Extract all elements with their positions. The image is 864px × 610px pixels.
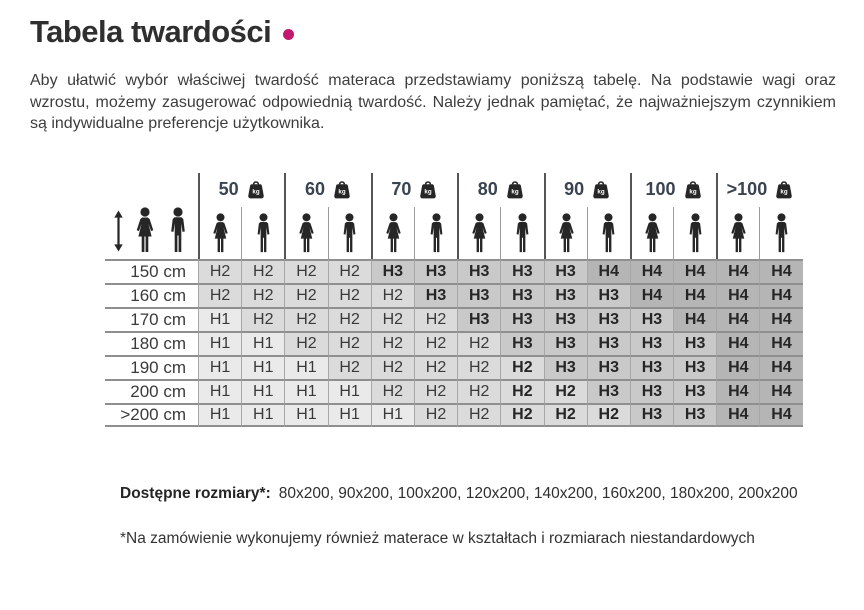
hardness-cell: H2 [371, 331, 414, 355]
hardness-cell: H2 [457, 403, 500, 427]
male-icon [339, 213, 360, 253]
hardness-cell: H2 [371, 283, 414, 307]
hardness-cell: H3 [414, 259, 457, 283]
hardness-cell: H3 [673, 379, 716, 403]
weight-value: 70 [391, 179, 412, 199]
svg-text:kg: kg [338, 187, 346, 195]
available-sizes-values: 80x200, 90x200, 100x200, 120x200, 140x200, 160x200, 180x200, 200x200 [278, 484, 798, 502]
hardness-cell: H2 [328, 331, 371, 355]
svg-text:kg: kg [252, 187, 260, 195]
hardness-cell: H3 [500, 259, 543, 283]
male-icon-cell [587, 207, 630, 259]
male-icon-cell [328, 207, 371, 259]
hardness-cell: H1 [241, 331, 284, 355]
hardness-cell: H2 [500, 379, 543, 403]
kg-weight-icon [683, 180, 703, 200]
height-label: 190 cm [105, 355, 198, 379]
hardness-cell: H3 [544, 355, 587, 379]
weight-value: 100 [645, 179, 676, 199]
page-title [30, 14, 864, 50]
male-icon-cell [673, 207, 716, 259]
hardness-cell: H3 [544, 283, 587, 307]
female-icon [641, 213, 664, 253]
weight-value: >100 [726, 179, 768, 199]
hardness-cell: H2 [328, 307, 371, 331]
weight-header [371, 173, 457, 207]
hardness-cell: H3 [457, 259, 500, 283]
hardness-cell: H2 [457, 379, 500, 403]
hardness-cell: H2 [371, 307, 414, 331]
table-corner-legend [105, 173, 198, 259]
hardness-cell: H2 [457, 355, 500, 379]
weight-header [284, 173, 370, 207]
kg-weight-icon [332, 180, 352, 200]
female-icon [132, 207, 158, 253]
hardness-cell: H4 [759, 283, 802, 307]
height-label: 180 cm [105, 331, 198, 355]
hardness-cell: H4 [716, 259, 759, 283]
intro-paragraph: Aby ułatwić wybór właściwej twardość materaca przedstawiamy poniższą tabelę. Na podstawie wagi oraz wzrostu, możemy zasugerować odpowiednią twardość. Należy jednak pamiętać, że najważniejszym czynnikiem są indywidualne preferencje użytkownika. [30, 72, 836, 132]
weight-header [457, 173, 543, 207]
female-icon [382, 213, 405, 253]
hardness-cell: H4 [673, 259, 716, 283]
male-icon-cell [241, 207, 284, 259]
weight-header [716, 173, 802, 207]
male-icon [771, 213, 792, 253]
weight-value: 50 [218, 179, 239, 199]
svg-text:kg: kg [511, 187, 519, 195]
female-icon [468, 213, 491, 253]
hardness-cell: H3 [587, 307, 630, 331]
height-label: 150 cm [105, 259, 198, 283]
hardness-cell: H1 [241, 403, 284, 427]
male-icon-cell [500, 207, 543, 259]
hardness-cell: H1 [284, 355, 327, 379]
weight-header [630, 173, 716, 207]
hardness-cell: H3 [587, 283, 630, 307]
female-icon-cell [198, 207, 241, 259]
hardness-cell: H3 [500, 331, 543, 355]
kg-weight-icon [246, 180, 266, 200]
hardness-cell: H3 [414, 283, 457, 307]
female-icon [555, 213, 578, 253]
female-icon-cell [544, 207, 587, 259]
hardness-cell: H2 [500, 403, 543, 427]
female-icon-cell [371, 207, 414, 259]
hardness-cell: H1 [284, 403, 327, 427]
hardness-cell: H2 [241, 307, 284, 331]
height-label: 170 cm [105, 307, 198, 331]
hardness-cell: H2 [198, 259, 241, 283]
female-icon-cell [284, 207, 327, 259]
hardness-cell: H2 [284, 331, 327, 355]
hardness-cell: H3 [630, 379, 673, 403]
kg-weight-icon [505, 180, 525, 200]
hardness-cell: H3 [630, 355, 673, 379]
female-icon-cell [457, 207, 500, 259]
hardness-cell: H2 [587, 403, 630, 427]
hardness-cell: H3 [630, 331, 673, 355]
hardness-cell: H2 [414, 355, 457, 379]
hardness-cell: H2 [544, 403, 587, 427]
accent-dot-icon [283, 29, 294, 40]
hardness-cell: H4 [759, 403, 802, 427]
height-label: 200 cm [105, 379, 198, 403]
hardness-cell: H4 [716, 283, 759, 307]
height-label: >200 cm [105, 403, 198, 427]
hardness-cell: H2 [371, 355, 414, 379]
hardness-cell: H1 [328, 379, 371, 403]
hardness-cell: H3 [587, 355, 630, 379]
svg-text:kg: kg [688, 187, 697, 195]
hardness-cell: H3 [544, 307, 587, 331]
hardness-cell: H3 [673, 331, 716, 355]
female-icon-cell [630, 207, 673, 259]
hardness-cell: H3 [673, 403, 716, 427]
hardness-cell: H3 [587, 331, 630, 355]
hardness-cell: H4 [716, 403, 759, 427]
female-icon [209, 213, 232, 253]
weight-value: 90 [564, 179, 585, 199]
hardness-cell: H4 [759, 331, 802, 355]
male-icon-cell [759, 207, 802, 259]
hardness-cell: H4 [716, 379, 759, 403]
hardness-cell: H1 [241, 355, 284, 379]
male-icon [685, 213, 706, 253]
hardness-cell: H2 [414, 379, 457, 403]
hardness-cell: H1 [198, 307, 241, 331]
weight-header [198, 173, 284, 207]
kg-weight-icon [774, 180, 794, 200]
hardness-cell: H2 [500, 355, 543, 379]
hardness-cell: H2 [328, 355, 371, 379]
hardness-cell: H2 [328, 259, 371, 283]
hardness-cell: H3 [630, 403, 673, 427]
hardness-cell: H2 [457, 331, 500, 355]
hardness-cell: H3 [500, 283, 543, 307]
hardness-cell: H2 [284, 259, 327, 283]
hardness-cell: H4 [759, 307, 802, 331]
hardness-cell: H3 [630, 307, 673, 331]
hardness-cell: H2 [414, 403, 457, 427]
hardness-cell: H2 [371, 379, 414, 403]
female-icon [727, 213, 750, 253]
weight-value: 80 [477, 179, 498, 199]
hardness-cell: H1 [328, 403, 371, 427]
hardness-cell: H2 [241, 283, 284, 307]
female-icon [295, 213, 318, 253]
male-icon [253, 213, 274, 253]
hardness-cell: H2 [414, 307, 457, 331]
hardness-cell: H4 [587, 259, 630, 283]
hardness-cell: H3 [544, 331, 587, 355]
hardness-cell: H4 [716, 331, 759, 355]
height-arrow-icon [113, 209, 124, 253]
hardness-cell: H3 [587, 379, 630, 403]
hardness-cell: H4 [630, 259, 673, 283]
hardness-cell: H1 [284, 379, 327, 403]
svg-text:kg: kg [424, 187, 433, 195]
hardness-cell: H3 [457, 283, 500, 307]
hardness-cell: H3 [544, 259, 587, 283]
svg-text:kg: kg [780, 187, 788, 195]
hardness-cell: H4 [759, 259, 802, 283]
hardness-cell: H4 [716, 307, 759, 331]
hardness-cell: H1 [241, 379, 284, 403]
hardness-table [105, 173, 864, 427]
hardness-cell: H2 [241, 259, 284, 283]
male-icon [166, 207, 190, 253]
weight-header [544, 173, 630, 207]
page-title-text: Tabela twardości [30, 14, 272, 49]
hardness-cell: H2 [544, 379, 587, 403]
kg-weight-icon [418, 180, 438, 200]
hardness-cell: H1 [198, 355, 241, 379]
hardness-cell: H3 [457, 307, 500, 331]
hardness-cell: H4 [630, 283, 673, 307]
weight-value: 60 [305, 179, 326, 199]
hardness-cell: H3 [673, 355, 716, 379]
hardness-cell: H4 [716, 355, 759, 379]
available-sizes-line [120, 485, 864, 503]
available-sizes-label: Dostępne rozmiary*: [120, 484, 271, 502]
hardness-cell: H2 [284, 307, 327, 331]
hardness-cell: H4 [673, 307, 716, 331]
hardness-cell: H2 [328, 283, 371, 307]
hardness-cell: H4 [759, 379, 802, 403]
hardness-cell: H2 [284, 283, 327, 307]
svg-text:kg: kg [597, 187, 605, 195]
male-icon [426, 213, 447, 253]
hardness-cell: H4 [759, 355, 802, 379]
female-icon-cell [716, 207, 759, 259]
male-icon [512, 213, 533, 253]
hardness-cell: H1 [371, 403, 414, 427]
hardness-cell: H1 [198, 379, 241, 403]
kg-weight-icon [591, 180, 611, 200]
hardness-cell: H4 [673, 283, 716, 307]
hardness-cell: H2 [198, 283, 241, 307]
hardness-cell: H1 [198, 403, 241, 427]
hardness-cell: H2 [414, 331, 457, 355]
height-label: 160 cm [105, 283, 198, 307]
male-icon [598, 213, 619, 253]
male-icon-cell [414, 207, 457, 259]
hardness-cell: H3 [500, 307, 543, 331]
custom-order-note: *Na zamówienie wykonujemy również materace w kształtach i rozmiarach niestandardowych [120, 529, 755, 547]
hardness-cell: H1 [198, 331, 241, 355]
hardness-cell: H3 [371, 259, 414, 283]
